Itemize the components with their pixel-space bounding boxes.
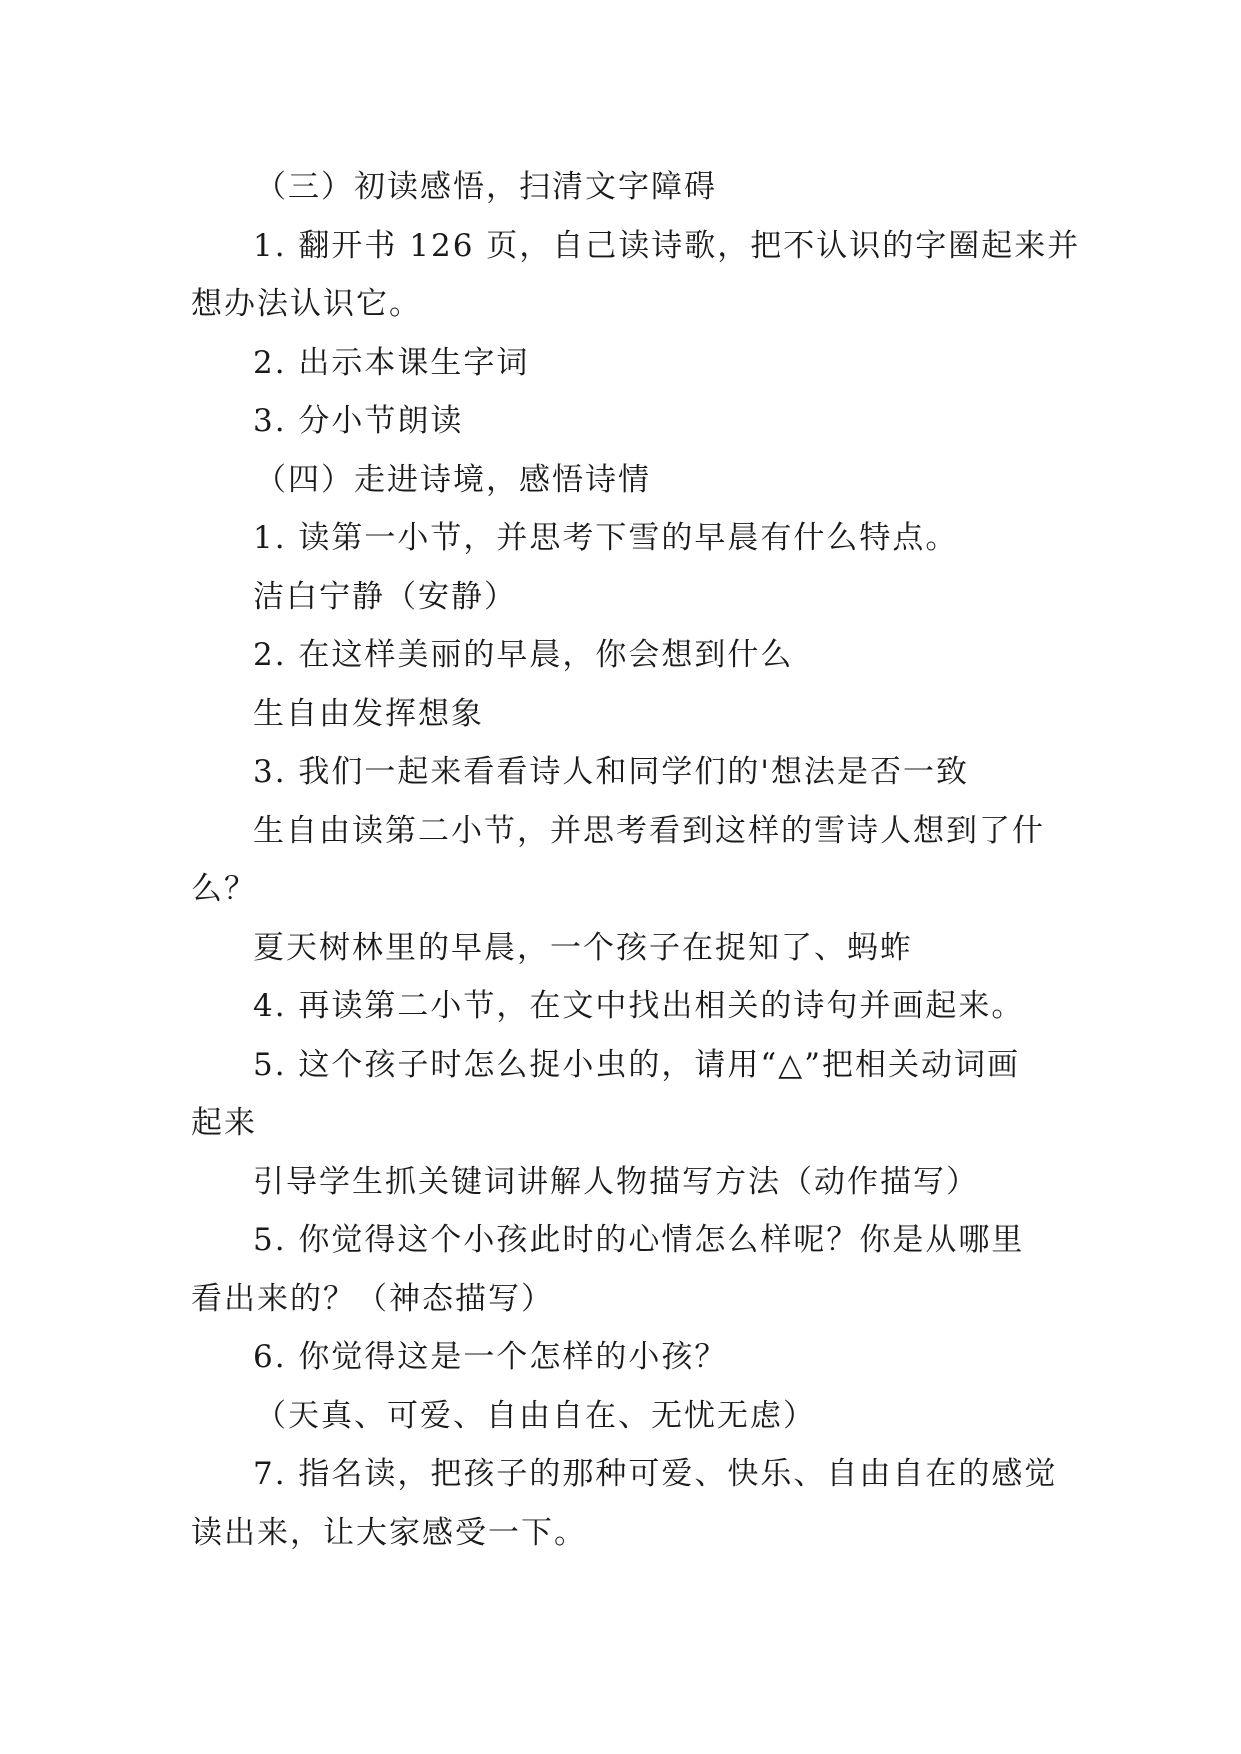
- section-heading-4: （四）走进诗境，感悟诗情: [255, 461, 651, 498]
- paragraph-line: 5. 你觉得这个小孩此时的心情怎么样呢？你是从哪里: [253, 1222, 1025, 1258]
- paragraph-line: 夏天树林里的早晨，一个孩子在捉知了、蚂蚱: [253, 929, 913, 966]
- paragraph-line: 么？: [191, 871, 257, 907]
- paragraph-line: 4. 再读第二小节，在文中找出相关的诗句并画起来。: [253, 988, 1025, 1024]
- paragraph-line: 3. 我们一起来看看诗人和同学们的'想法是否一致: [253, 754, 969, 790]
- paragraph-line: 生自由发挥想象: [253, 695, 484, 732]
- paragraph-line: 洁白宁静（安静）: [253, 578, 517, 615]
- paragraph-line: 1. 翻开书 126 页，自己读诗歌，把不认识的字圈起来并: [253, 227, 1081, 264]
- paragraph-line: 2. 出示本课生字词: [253, 344, 530, 381]
- paragraph-line: 看出来的？（神态描写）: [191, 1280, 554, 1317]
- paragraph-line: 想办法认识它。: [191, 286, 422, 322]
- paragraph-line: 读出来，让大家感受一下。: [191, 1514, 587, 1551]
- paragraph-line: 3. 分小节朗读: [253, 403, 464, 439]
- paragraph-line: 引导学生抓关键词讲解人物描写方法（动作描写）: [253, 1163, 979, 1200]
- paragraph-line: 起来: [191, 1105, 257, 1141]
- paragraph-line: 5. 这个孩子时怎么捉小虫的，请用“△”把相关动词画: [253, 1046, 1020, 1083]
- paragraph-line: 6. 你觉得这是一个怎样的小孩？: [253, 1339, 728, 1375]
- paragraph-line: 生自由读第二小节，并思考看到这样的雪诗人想到了什: [253, 812, 1045, 849]
- section-heading-3: （三）初读感悟，扫清文字障碍: [255, 169, 717, 205]
- paragraph-line: 7. 指名读，把孩子的那种可爱、快乐、自由自在的感觉: [253, 1456, 1058, 1492]
- document-body: [191, 158, 1081, 1562]
- paragraph-line: 1. 读第一小节，并思考下雪的早晨有什么特点。: [253, 520, 959, 556]
- paragraph-line: （天真、可爱、自由自在、无忧无虑）: [255, 1397, 816, 1434]
- paragraph-line: 2. 在这样美丽的早晨，你会想到什么: [253, 637, 794, 673]
